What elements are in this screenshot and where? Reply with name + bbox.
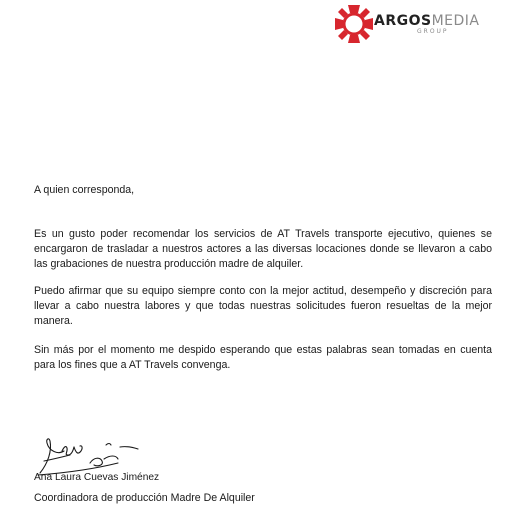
- handwritten-signature-icon: [34, 433, 144, 477]
- logo-word-primary: ARGOS: [374, 13, 432, 29]
- letter-paragraph-1: Es un gusto poder recomendar los servicios de AT Travels transporte ejecutivo, quienes se encargaron de trasladar a nuestros actores a las diversas locaciones donde se llevaron a cabo las grabaciones de nuestra producción madre de alquiler.: [34, 228, 492, 270]
- logo-wordmark: [374, 13, 480, 29]
- logo-word-secondary: MEDIA: [431, 13, 480, 29]
- letter-greeting: A quien corresponda,: [34, 184, 135, 196]
- argos-gear-logo-icon: [334, 4, 374, 44]
- signer-title: Coordinadora de producción Madre De Alquiler: [34, 492, 255, 504]
- letter-paragraph-2: Puedo afirmar que su equipo siempre conto con la mejor actitud, desempeño y discreción para llevar a cabo nuestra labores y que todas nuestras solicitudes fueron resueltas de la mejor manera.: [34, 285, 492, 327]
- argos-media-logo: [334, 4, 484, 44]
- signer-name: Ana Laura Cuevas Jiménez: [34, 472, 160, 483]
- letter-paragraph-3: Sin más por el momento me despido esperando que estas palabras sean tomadas en cuenta para los fines que a AT Travels convenga.: [34, 344, 492, 371]
- logo-subtitle: GROUP: [417, 28, 449, 35]
